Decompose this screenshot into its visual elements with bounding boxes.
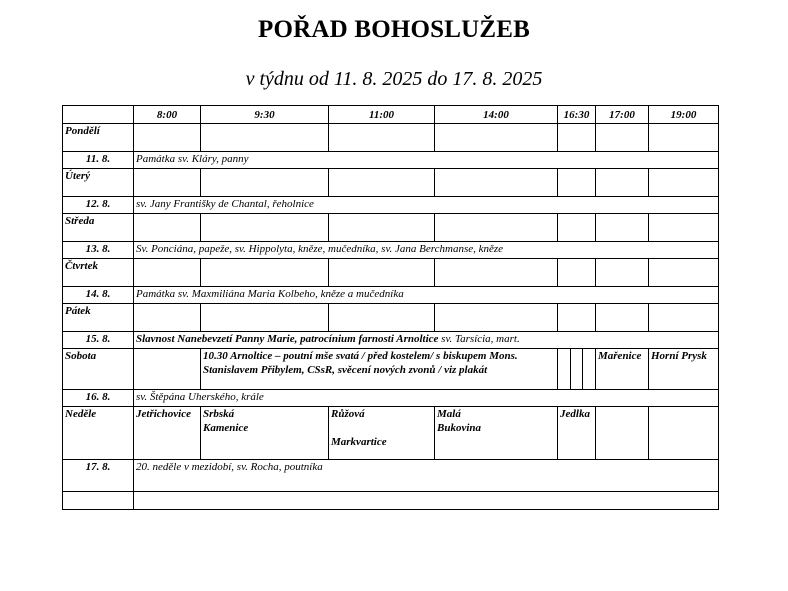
day-row-friday bbox=[63, 304, 719, 332]
time-header: 17:00 bbox=[596, 106, 649, 124]
mass-event: Horní Prysk bbox=[649, 349, 719, 390]
mass-event: Jedlka bbox=[558, 407, 596, 460]
day-row-thursday bbox=[63, 259, 719, 287]
day-name: Sobota bbox=[63, 349, 134, 390]
slot-cell bbox=[558, 349, 596, 390]
feast-note bbox=[134, 332, 719, 349]
slot-cell bbox=[201, 124, 329, 152]
slot-cell bbox=[649, 304, 719, 332]
time-header: 16:30 bbox=[558, 106, 596, 124]
slot-cell bbox=[558, 259, 596, 287]
mass-event: Jetřichovice bbox=[134, 407, 201, 460]
slot-cell bbox=[134, 349, 201, 390]
page-title: POŘAD BOHOSLUŽEB bbox=[258, 16, 530, 43]
date-cell: 13. 8. bbox=[63, 242, 134, 259]
mass-event-line: Kamenice bbox=[203, 422, 249, 434]
day-row-sunday bbox=[63, 407, 719, 460]
date-cell: 12. 8. bbox=[63, 197, 134, 214]
slot-cell bbox=[435, 259, 558, 287]
day-row-monday bbox=[63, 124, 719, 152]
mass-event-line: Malá bbox=[437, 408, 461, 420]
slot-cell bbox=[201, 214, 329, 242]
date-row-friday bbox=[63, 332, 719, 349]
day-row-tuesday bbox=[63, 169, 719, 197]
date-row-monday bbox=[63, 152, 719, 169]
feast-note: 20. neděle v mezidobí, sv. Rocha, poutníka bbox=[134, 460, 719, 492]
slot-cell bbox=[329, 304, 435, 332]
feast-note-extra: sv. Tarsícia, mart. bbox=[438, 333, 520, 345]
slot-cell bbox=[558, 304, 596, 332]
mass-event-line: Bukovina bbox=[437, 422, 482, 434]
mass-event-line: Srbská bbox=[203, 408, 235, 420]
slot-cell bbox=[596, 407, 649, 460]
slot-cell bbox=[201, 304, 329, 332]
time-header: 14:00 bbox=[435, 106, 558, 124]
slot-cell bbox=[329, 124, 435, 152]
date-cell: 14. 8. bbox=[63, 287, 134, 304]
empty-cell bbox=[63, 492, 134, 510]
mass-event: Mařenice bbox=[596, 349, 649, 390]
day-row-wednesday bbox=[63, 214, 719, 242]
mass-event-line: Markvartice bbox=[331, 436, 387, 448]
day-name: Pátek bbox=[63, 304, 134, 332]
slot-cell bbox=[435, 169, 558, 197]
slot-cell bbox=[649, 259, 719, 287]
slot-cell bbox=[596, 259, 649, 287]
day-row-saturday bbox=[63, 349, 719, 390]
slot-cell bbox=[329, 169, 435, 197]
slot-cell bbox=[558, 169, 596, 197]
time-header: 8:00 bbox=[134, 106, 201, 124]
slot-cell bbox=[134, 304, 201, 332]
date-row-thursday bbox=[63, 287, 719, 304]
slot-cell bbox=[134, 259, 201, 287]
time-header: 19:00 bbox=[649, 106, 719, 124]
day-name: Čtvrtek bbox=[63, 259, 134, 287]
date-cell: 11. 8. bbox=[63, 152, 134, 169]
mass-event-line: Růžová bbox=[331, 408, 365, 420]
mass-event: 10.30 Arnoltice – poutní mše svatá / před kostelem/ s biskupem Mons. Stanislavem Přibylem, CSsR, svěcení nových zvonů / viz plakát bbox=[201, 349, 558, 390]
slot-cell bbox=[201, 259, 329, 287]
date-cell: 15. 8. bbox=[63, 332, 134, 349]
slot-cell bbox=[649, 407, 719, 460]
empty-cell bbox=[134, 492, 719, 510]
empty-row bbox=[63, 492, 719, 510]
slot-cell bbox=[329, 259, 435, 287]
slot-cell bbox=[435, 304, 558, 332]
slot-cell bbox=[596, 304, 649, 332]
date-row-saturday bbox=[63, 390, 719, 407]
feast-note: sv. Jany Františky de Chantal, řeholnice bbox=[134, 197, 719, 214]
week-range: v týdnu od 11. 8. 2025 do 17. 8. 2025 bbox=[245, 68, 543, 90]
date-row-sunday bbox=[63, 460, 719, 492]
time-header: 9:30 bbox=[201, 106, 329, 124]
mass-event bbox=[435, 407, 558, 460]
date-cell: 17. 8. bbox=[63, 460, 134, 492]
slot-cell bbox=[134, 214, 201, 242]
slot-cell bbox=[558, 124, 596, 152]
date-row-wednesday bbox=[63, 242, 719, 259]
slot-cell bbox=[558, 214, 596, 242]
slot-cell bbox=[649, 214, 719, 242]
feast-note: Památka sv. Kláry, panny bbox=[134, 152, 719, 169]
slot-cell bbox=[649, 169, 719, 197]
slot-cell bbox=[201, 169, 329, 197]
feast-note: sv. Štěpána Uherského, krále bbox=[134, 390, 719, 407]
day-name: Úterý bbox=[63, 169, 134, 197]
date-row-tuesday bbox=[63, 197, 719, 214]
time-header-row bbox=[63, 106, 719, 124]
schedule-table bbox=[62, 105, 719, 510]
mass-event bbox=[329, 407, 435, 460]
day-name: Středa bbox=[63, 214, 134, 242]
slot-cell bbox=[596, 124, 649, 152]
date-cell: 16. 8. bbox=[63, 390, 134, 407]
slot-cell bbox=[435, 214, 558, 242]
time-header: 11:00 bbox=[329, 106, 435, 124]
slot-cell bbox=[596, 214, 649, 242]
slot-cell bbox=[435, 124, 558, 152]
feast-note: Památka sv. Maxmiliána Maria Kolbeho, kněze a mučedníka bbox=[134, 287, 719, 304]
day-name: Pondělí bbox=[63, 124, 134, 152]
mass-event bbox=[201, 407, 329, 460]
slot-cell bbox=[596, 169, 649, 197]
slot-cell bbox=[134, 169, 201, 197]
slot-cell bbox=[649, 124, 719, 152]
feast-note-bold: Slavnost Nanebevzetí Panny Marie, patrocínium farnosti Arnoltice bbox=[136, 333, 439, 345]
slot-cell bbox=[329, 214, 435, 242]
day-name: Neděle bbox=[63, 407, 134, 460]
corner-cell bbox=[63, 106, 134, 124]
feast-note: Sv. Ponciána, papeže, sv. Hippolyta, kněze, mučedníka, sv. Jana Berchmanse, kněze bbox=[134, 242, 719, 259]
slot-cell bbox=[134, 124, 201, 152]
